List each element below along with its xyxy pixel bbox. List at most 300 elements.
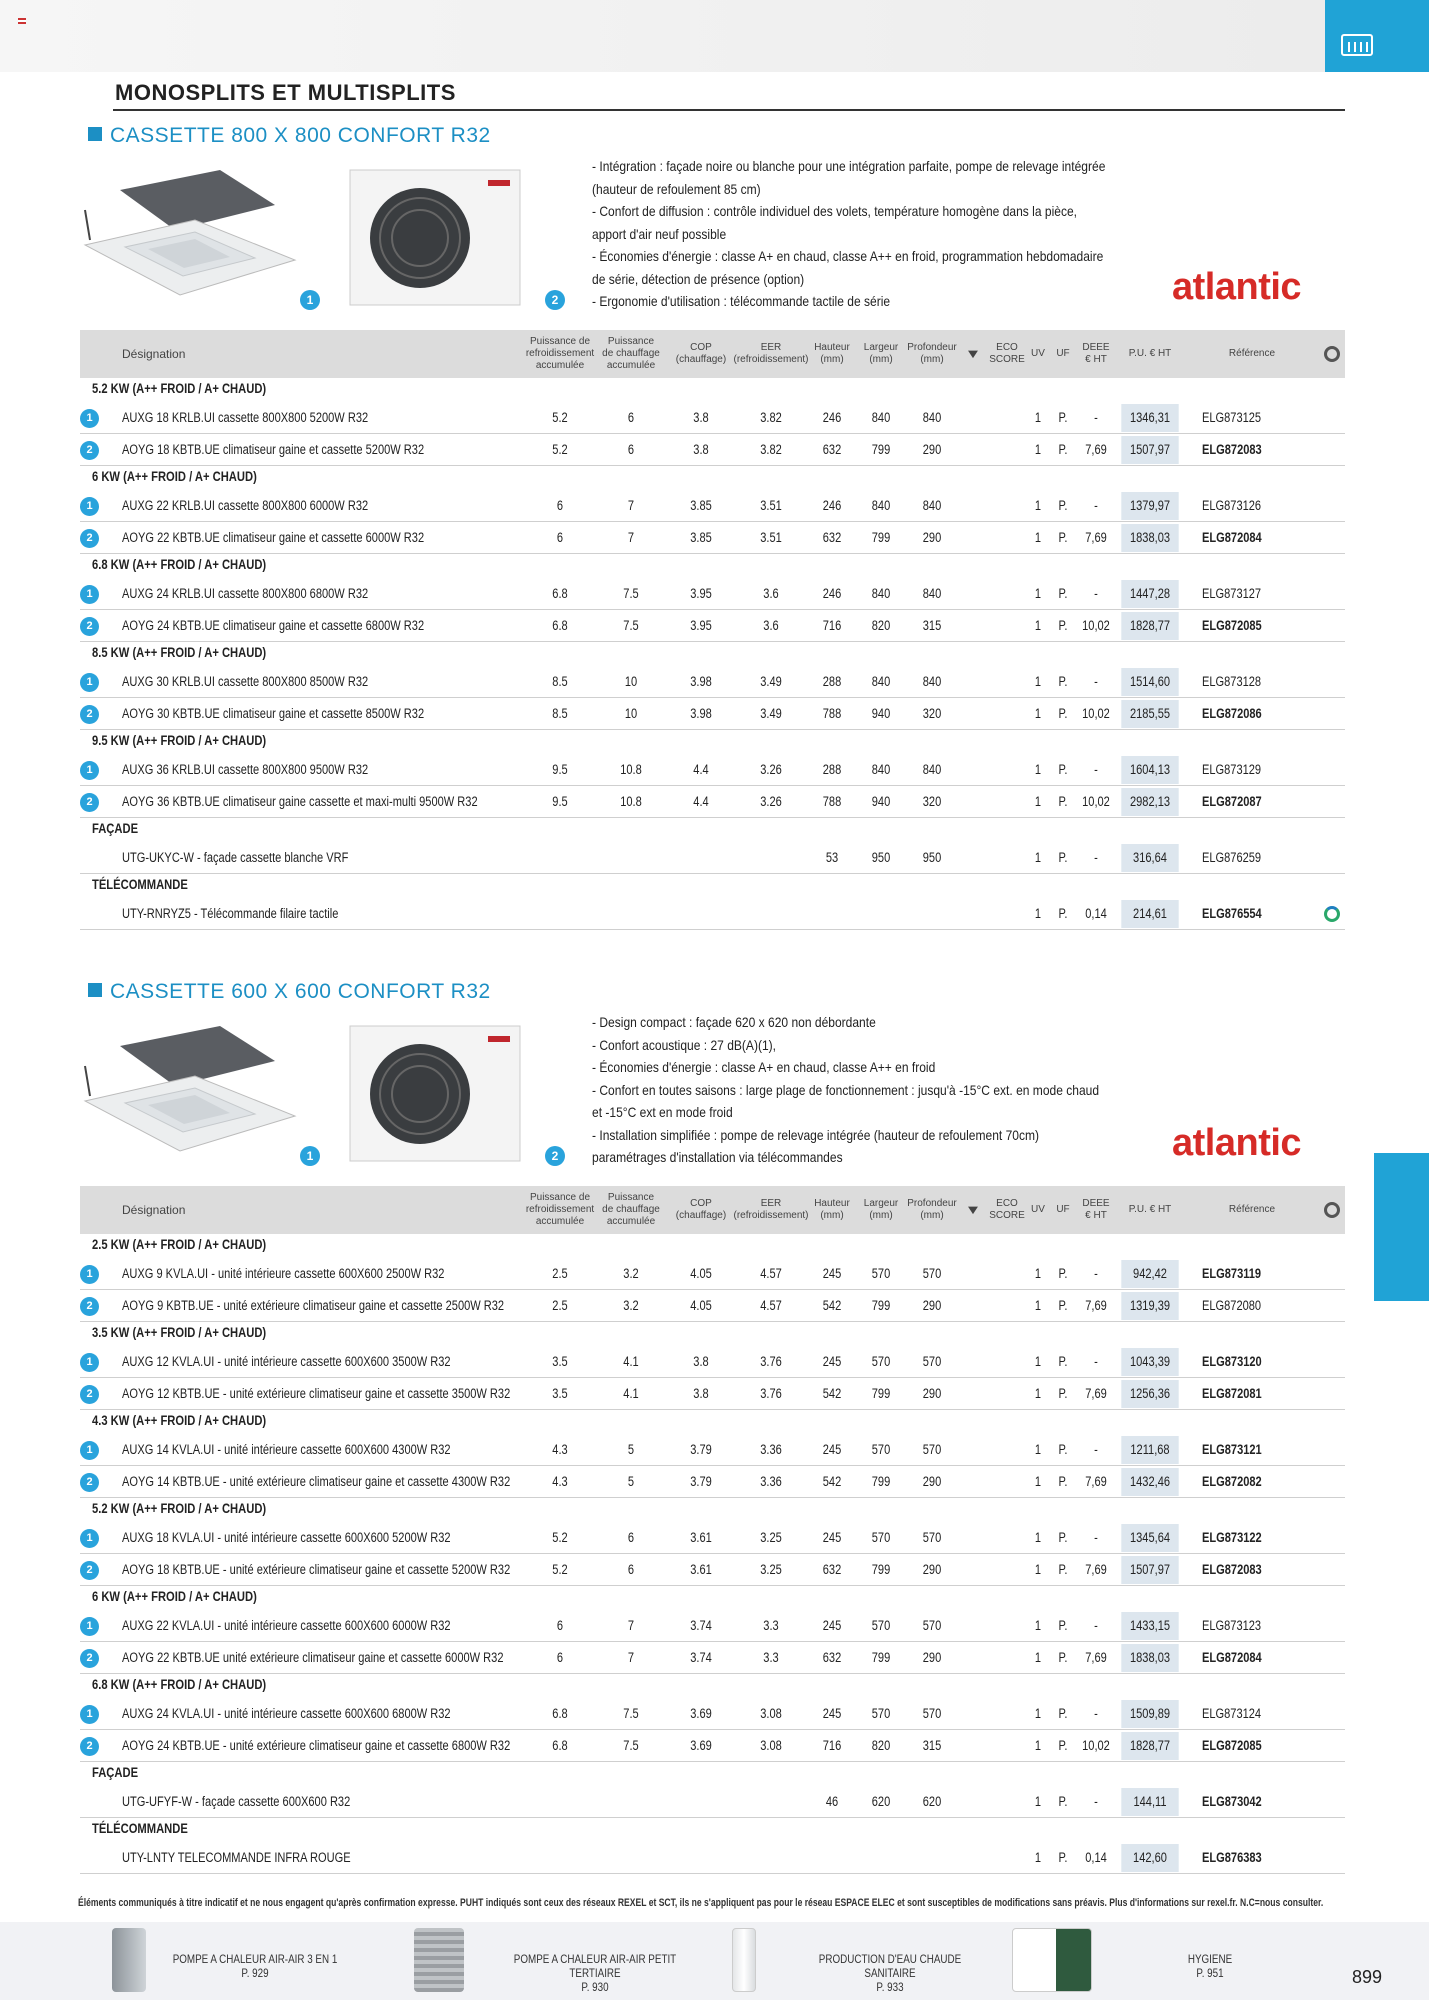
row-badge: 2 (80, 1297, 99, 1316)
row-badge: 1 (80, 1705, 99, 1724)
row-badge: 2 (80, 793, 99, 812)
cop-cell: 3.8 (693, 1386, 709, 1401)
column-header-pu (1115, 330, 1185, 378)
h-cell: 716 (822, 618, 842, 633)
column-header-p_froid (523, 330, 598, 378)
column-header-text: Puissance de (529, 336, 591, 347)
pc-cell: 5 (627, 1474, 635, 1489)
footer-bar (0, 1922, 1429, 2000)
pu-cell: 2185,55 (1121, 700, 1178, 728)
column-header-deee (1076, 1186, 1116, 1234)
pu-cell: 1319,39 (1121, 1292, 1178, 1320)
desc-line: - Économies d'énergie : classe A+ en chaud, classe A++ en froid (592, 1059, 936, 1075)
l-cell: 840 (871, 410, 891, 425)
column-header-text: COP (chauffage) (675, 342, 727, 365)
pf-cell: 5.2 (552, 1562, 568, 1577)
deee-cell: - (1094, 1618, 1098, 1633)
row-badge: 2 (80, 1385, 99, 1404)
wifi-icon: ▼ (964, 1202, 982, 1217)
pc-cell: 7 (627, 530, 635, 545)
uf-cell: P. (1058, 586, 1068, 601)
uf-cell: P. (1058, 674, 1068, 689)
table-row[interactable] (80, 1434, 1345, 1466)
uf-cell: P. (1058, 498, 1068, 513)
table-row[interactable] (80, 610, 1345, 642)
column-header-text: refroidissement (525, 348, 595, 359)
pc-cell: 5 (627, 1442, 635, 1457)
l-cell: 799 (871, 1298, 891, 1313)
table-row[interactable] (80, 1346, 1345, 1378)
h-cell: 632 (822, 1562, 842, 1577)
section-title (88, 124, 491, 148)
deee-cell: - (1094, 1530, 1098, 1545)
designation-cell: AOYG 36 KBTB.UE climatiseur gaine cassette et maxi-multi 9500W R32 (122, 794, 478, 809)
designation-cell: AOYG 24 KBTB.UE - unité extérieure climatiseur gaine et cassette 6800W R32 (122, 1738, 511, 1753)
reference-cell: ELG876383 (1202, 1850, 1262, 1865)
p-cell: 840 (922, 762, 942, 777)
eer-cell (746, 898, 795, 930)
recycle-icon (1324, 1202, 1340, 1218)
table-row[interactable] (80, 1466, 1345, 1498)
table-row[interactable] (80, 1258, 1345, 1290)
pu-cell: 1379,97 (1121, 492, 1178, 520)
pu-cell: 1507,97 (1121, 1556, 1178, 1584)
column-header-reference (1197, 1186, 1307, 1234)
pu-cell: 1345,64 (1121, 1524, 1178, 1552)
column-header-eco (985, 330, 1030, 378)
footer-label: POMPE A CHALEUR AIR-AIR PETIT TERTIAIRE P. 930 (513, 1952, 677, 1994)
deee-cell: 10,02 (1082, 618, 1110, 633)
column-header-text: UF (1056, 348, 1070, 359)
h-cell: 245 (822, 1266, 842, 1281)
uv-cell: 1 (1034, 1354, 1042, 1369)
reference-cell: ELG873119 (1202, 1266, 1262, 1281)
column-header-text: ECO (996, 342, 1018, 353)
uv-cell: 1 (1034, 1474, 1042, 1489)
row-badge: 2 (80, 529, 99, 548)
column-header-text: accumulée (606, 360, 656, 371)
column-header-profondeur (905, 1186, 960, 1234)
row-badge: 2 (80, 1561, 99, 1580)
category-tab[interactable] (1325, 0, 1429, 72)
hand-dryer-image (1012, 1928, 1092, 1992)
eer-cell: 3.51 (760, 498, 782, 513)
pc-cell: 6 (627, 442, 635, 457)
uv-cell: 1 (1034, 1650, 1042, 1665)
column-header-text: P.U. € HT (1128, 348, 1172, 359)
h-cell: 542 (822, 1386, 842, 1401)
column-header-text: Puissance (607, 1192, 655, 1203)
table-row[interactable] (80, 898, 1345, 930)
desc-line: - Ergonomie d'utilisation : télécommande tactile de série (592, 293, 891, 309)
pu-cell: 1211,68 (1121, 1436, 1178, 1464)
cop-cell (676, 898, 725, 930)
table-row[interactable] (80, 1698, 1345, 1730)
uf-cell: P. (1058, 410, 1068, 425)
cop-cell: 3.69 (690, 1738, 712, 1753)
table-row[interactable] (80, 842, 1345, 874)
table-row[interactable] (80, 578, 1345, 610)
deee-cell: - (1094, 1706, 1098, 1721)
section-title-text: CASSETTE 800 X 800 CONFORT R32 (110, 124, 491, 147)
table-row[interactable] (80, 1290, 1345, 1322)
column-header-cop (666, 1186, 736, 1234)
deee-cell: 7,69 (1085, 1386, 1107, 1401)
column-header-deee (1076, 330, 1116, 378)
uf-cell: P. (1058, 1354, 1068, 1369)
radiator-icon (1341, 34, 1373, 56)
table-row[interactable] (80, 698, 1345, 730)
uv-cell: 1 (1034, 1442, 1042, 1457)
h-cell: 245 (822, 1706, 842, 1721)
table-row[interactable] (80, 402, 1345, 434)
pu-cell: 1447,28 (1121, 580, 1178, 608)
l-cell: 940 (871, 794, 891, 809)
l-cell: 820 (871, 1738, 891, 1753)
eer-cell: 4.57 (760, 1298, 782, 1313)
l-cell: 840 (871, 674, 891, 689)
l-cell: 570 (871, 1354, 891, 1369)
uf-cell: P. (1058, 442, 1068, 457)
reference-cell: ELG872083 (1202, 442, 1262, 457)
pf-cell (535, 1842, 584, 1874)
cop-cell: 3.8 (693, 1354, 709, 1369)
p-cell: 315 (922, 1738, 942, 1753)
eer-cell: 3.08 (760, 1738, 782, 1753)
pf-cell: 3.5 (552, 1386, 568, 1401)
reference-cell: ELG872080 (1202, 1298, 1262, 1313)
reference-cell: ELG873123 (1202, 1618, 1262, 1633)
footer-link-hygiene[interactable] (1010, 1922, 1330, 2000)
table-row[interactable] (80, 1522, 1345, 1554)
group-heading: 5.2 KW (A++ FROID / A+ CHAUD) (92, 380, 267, 396)
designation-cell: AOYG 18 KBTB.UE climatiseur gaine et cassette 5200W R32 (122, 442, 425, 457)
designation-cell: AUXG 9 KVLA.UI - unité intérieure cassette 600X600 2500W R32 (122, 1266, 445, 1281)
column-header-text: Puissance de (529, 1192, 591, 1203)
pc-cell: 7.5 (623, 618, 639, 633)
uf-cell: P. (1058, 530, 1068, 545)
eer-cell: 3.82 (760, 410, 782, 425)
deee-cell: - (1094, 1442, 1098, 1457)
row-badge: 1 (80, 1353, 99, 1372)
eer-cell: 3.08 (760, 1706, 782, 1721)
reference-cell: ELG873129 (1202, 762, 1262, 777)
column-header-designation (122, 330, 222, 378)
l-cell: 820 (871, 618, 891, 633)
footer-link-pac-3en1[interactable] (100, 1922, 390, 2000)
column-header-text: (refroidissement) (733, 1210, 809, 1221)
table-row[interactable] (80, 1842, 1345, 1874)
l-cell: 570 (871, 1266, 891, 1281)
l-cell: 840 (871, 762, 891, 777)
heat-pump-image (112, 1928, 146, 1992)
p-cell: 290 (922, 1474, 942, 1489)
column-header-hauteur (810, 1186, 855, 1234)
reference-cell: ELG873128 (1202, 674, 1262, 689)
cop-cell: 3.85 (690, 498, 712, 513)
footer-link-pac-tertiaire[interactable] (400, 1922, 730, 2000)
group-heading: 6.8 KW (A++ FROID / A+ CHAUD) (92, 1676, 267, 1692)
designation-cell: AUXG 18 KRLB.UI cassette 800X800 5200W R32 (122, 410, 369, 425)
table-row[interactable] (80, 490, 1345, 522)
h-cell: 53 (825, 850, 839, 865)
column-header-text: (mm) (920, 1210, 944, 1221)
pc-cell: 4.1 (623, 1386, 639, 1401)
recycle-icon (1324, 346, 1340, 362)
cop-cell: 3.85 (690, 530, 712, 545)
uv-cell: 1 (1034, 498, 1042, 513)
uf-cell: P. (1058, 1618, 1068, 1633)
row-badge: 2 (80, 1649, 99, 1668)
table-row[interactable] (80, 666, 1345, 698)
deee-cell: 10,02 (1082, 706, 1110, 721)
column-header-eer (734, 330, 809, 378)
page-title: MONOSPLITS ET MULTISPLITS (115, 80, 456, 105)
side-tab[interactable] (1374, 1153, 1429, 1301)
deee-cell: - (1094, 850, 1098, 865)
row-badge: 2 (80, 705, 99, 724)
row-badge: 1 (80, 1441, 99, 1460)
column-header-text: EER (760, 342, 782, 353)
pf-cell: 4.3 (552, 1442, 568, 1457)
uf-cell: P. (1058, 906, 1068, 921)
brand-logo: atlantic (1172, 266, 1302, 308)
column-header-text: Profondeur (907, 1198, 957, 1209)
reference-cell: ELG872084 (1202, 1650, 1262, 1665)
uv-cell: 1 (1034, 706, 1042, 721)
p-cell: 840 (922, 586, 942, 601)
cop-cell (676, 842, 725, 874)
square-icon (88, 983, 102, 997)
cop-cell: 3.69 (690, 1706, 712, 1721)
top-band (0, 0, 1325, 72)
uv-cell: 1 (1034, 794, 1042, 809)
cop-cell: 3.98 (690, 706, 712, 721)
group-heading: TÉLÉCOMMANDE (92, 876, 188, 892)
pc-cell: 10 (624, 674, 638, 689)
column-header-text: ECO (996, 1198, 1018, 1209)
column-header-text: Hauteur (814, 1198, 850, 1209)
p-cell: 290 (922, 1562, 942, 1577)
column-header-text: refroidissement (525, 1204, 595, 1215)
uv-cell: 1 (1034, 442, 1042, 457)
desc-line: - Confort acoustique : 27 dB(A)(1), (592, 1036, 777, 1053)
uv-cell: 1 (1034, 1618, 1042, 1633)
h-cell: 245 (822, 1530, 842, 1545)
cop-cell: 3.8 (693, 442, 709, 457)
table-row[interactable] (80, 1786, 1345, 1818)
pf-cell (535, 842, 584, 874)
uv-cell: 1 (1034, 1706, 1042, 1721)
column-header-text: (mm) (920, 354, 944, 365)
eer-cell: 3.25 (760, 1562, 782, 1577)
pu-cell: 142,60 (1121, 1844, 1178, 1872)
table-row[interactable] (80, 1730, 1345, 1762)
reference-cell: ELG872085 (1202, 618, 1262, 633)
reference-cell: ELG873126 (1202, 498, 1262, 513)
l-cell: 950 (871, 850, 891, 865)
column-header-largeur (859, 1186, 904, 1234)
deee-cell: - (1094, 762, 1098, 777)
designation-cell: AOYG 9 KBTB.UE - unité extérieure climatiseur gaine et cassette 2500W R32 (122, 1298, 505, 1313)
table-row[interactable] (80, 1378, 1345, 1410)
l-cell: 799 (871, 1474, 891, 1489)
h-cell: 246 (822, 498, 842, 513)
group-heading: 6.8 KW (A++ FROID / A+ CHAUD) (92, 556, 267, 572)
table-row[interactable] (80, 754, 1345, 786)
pf-cell: 5.2 (552, 1530, 568, 1545)
uv-cell: 1 (1034, 1562, 1042, 1577)
reference-cell: ELG876554 (1202, 906, 1262, 921)
column-header-pu (1115, 1186, 1185, 1234)
pu-cell: 1346,31 (1121, 404, 1178, 432)
row-badge: 1 (80, 1265, 99, 1284)
column-header-uf (1052, 1186, 1074, 1234)
pc-cell (606, 842, 655, 874)
uf-cell: P. (1058, 1706, 1068, 1721)
column-header-text: accumulée (535, 360, 585, 371)
footer-link-eau-chaude[interactable] (720, 1922, 1020, 2000)
eer-cell: 3.49 (760, 674, 782, 689)
h-cell: 788 (822, 794, 842, 809)
deee-cell: - (1094, 1354, 1098, 1369)
pu-cell: 1256,36 (1121, 1380, 1178, 1408)
p-cell: 290 (922, 1386, 942, 1401)
p-cell (907, 898, 956, 930)
reference-cell: ELG872083 (1202, 1562, 1262, 1577)
desc-line: (hauteur de refoulement 85 cm) (592, 180, 761, 197)
table-row[interactable] (80, 434, 1345, 466)
h-cell: 716 (822, 1738, 842, 1753)
desc-line: - Confort en toutes saisons : large plage de fonctionnement : jusqu'à -15°C ext. en mode chaud (592, 1081, 1100, 1098)
p-cell: 320 (922, 794, 942, 809)
pc-cell: 10.8 (620, 762, 642, 777)
eer-cell: 3.26 (760, 762, 782, 777)
table-row[interactable] (80, 786, 1345, 818)
pf-cell (535, 1786, 584, 1818)
outdoor-unit-image (348, 1016, 523, 1166)
section-title (88, 980, 491, 1004)
pu-cell: 1432,46 (1121, 1468, 1178, 1496)
table-header (80, 1186, 1345, 1234)
column-header-text: Référence (1228, 1204, 1276, 1215)
desc-line: et -15°C ext en mode froid (592, 1104, 733, 1120)
footer-label: POMPE A CHALEUR AIR-AIR 3 EN 1 P. 929 (172, 1952, 338, 1980)
column-header-uv (1028, 330, 1048, 378)
column-header-cop (666, 330, 736, 378)
p-cell: 840 (922, 410, 942, 425)
column-header-uv (1028, 1186, 1048, 1234)
table-row[interactable] (80, 1554, 1345, 1586)
h-cell: 245 (822, 1618, 842, 1633)
h-cell: 788 (822, 706, 842, 721)
designation-cell: UTG-UKYC-W - façade cassette blanche VRF (122, 850, 349, 865)
group-heading: 9.5 KW (A++ FROID / A+ CHAUD) (92, 732, 267, 748)
designation-cell: AUXG 22 KRLB.UI cassette 800X800 6000W R32 (122, 498, 369, 513)
pc-cell: 4.1 (623, 1354, 639, 1369)
cop-cell: 3.74 (690, 1618, 712, 1633)
table-row[interactable] (80, 1642, 1345, 1674)
p-cell: 290 (922, 1298, 942, 1313)
eer-cell: 3.49 (760, 706, 782, 721)
eer-cell (746, 1842, 795, 1874)
designation-cell: AOYG 22 KBTB.UE unité extérieure climatiseur gaine et cassette 6000W R32 (122, 1650, 504, 1665)
uf-cell: P. (1058, 1650, 1068, 1665)
eer-cell: 3.6 (763, 586, 779, 601)
p-cell (907, 1842, 956, 1874)
p-cell: 570 (922, 1530, 942, 1545)
row-badge: 2 (80, 617, 99, 636)
p-cell: 570 (922, 1354, 942, 1369)
desc-line: de série, détection de présence (option) (592, 270, 805, 287)
pf-cell: 6 (556, 1650, 564, 1665)
table-row[interactable] (80, 1610, 1345, 1642)
designation-cell: AUXG 22 KVLA.UI - unité intérieure cassette 600X600 6000W R32 (122, 1618, 451, 1633)
designation-cell: UTY-RNRYZ5 - Télécommande filaire tactile (122, 906, 339, 921)
reference-cell: ELG873124 (1202, 1706, 1262, 1721)
group-heading: 6 KW (A++ FROID / A+ CHAUD) (92, 468, 257, 484)
column-header-reference (1197, 330, 1307, 378)
eer-cell: 3.76 (760, 1386, 782, 1401)
pf-cell: 8.5 (552, 706, 568, 721)
column-header-text: Largeur (863, 1198, 899, 1209)
pc-cell: 10.8 (620, 794, 642, 809)
uv-cell: 1 (1034, 410, 1042, 425)
deee-cell: 10,02 (1082, 794, 1110, 809)
eer-cell: 3.76 (760, 1354, 782, 1369)
group-heading: 2.5 KW (A++ FROID / A+ CHAUD) (92, 1236, 267, 1252)
uv-cell: 1 (1034, 1266, 1042, 1281)
wifi-icon: ▼ (964, 346, 982, 361)
pf-cell: 4.3 (552, 1474, 568, 1489)
pc-cell: 10 (624, 706, 638, 721)
reference-cell: ELG873042 (1202, 1794, 1262, 1809)
l-cell: 799 (871, 1650, 891, 1665)
cop-cell: 3.8 (693, 410, 709, 425)
column-header-text: UV (1031, 348, 1045, 359)
column-header-text: SCORE (989, 354, 1025, 365)
pc-cell: 6 (627, 1530, 635, 1545)
deee-cell: 7,69 (1085, 1650, 1107, 1665)
group-heading: 8.5 KW (A++ FROID / A+ CHAUD) (92, 644, 267, 660)
designation-cell: AUXG 24 KRLB.UI cassette 800X800 6800W R32 (122, 586, 369, 601)
uf-cell: P. (1058, 1562, 1068, 1577)
cop-cell: 3.79 (690, 1474, 712, 1489)
pf-cell: 2.5 (552, 1266, 568, 1281)
l-cell: 799 (871, 530, 891, 545)
reference-cell: ELG873122 (1202, 1530, 1262, 1545)
column-header-largeur (859, 330, 904, 378)
column-header-text: € HT (1085, 354, 1107, 365)
h-cell: 288 (822, 674, 842, 689)
desc-line: apport d'air neuf possible (592, 225, 727, 242)
table-row[interactable] (80, 522, 1345, 554)
p-cell: 620 (922, 1794, 942, 1809)
h-cell: 245 (822, 1442, 842, 1457)
reference-cell: ELG872082 (1202, 1474, 1262, 1489)
uf-cell: P. (1058, 1442, 1068, 1457)
cop-cell (676, 1842, 725, 1874)
p-cell: 950 (922, 850, 942, 865)
uf-cell: P. (1058, 1386, 1068, 1401)
title-rule (113, 109, 1345, 111)
deee-cell: - (1094, 1266, 1098, 1281)
pf-cell: 6.8 (552, 618, 568, 633)
deee-cell: 7,69 (1085, 530, 1107, 545)
uf-cell: P. (1058, 706, 1068, 721)
section-title-text: CASSETTE 600 X 600 CONFORT R32 (110, 980, 491, 1003)
image-badge-1: 1 (300, 290, 320, 310)
